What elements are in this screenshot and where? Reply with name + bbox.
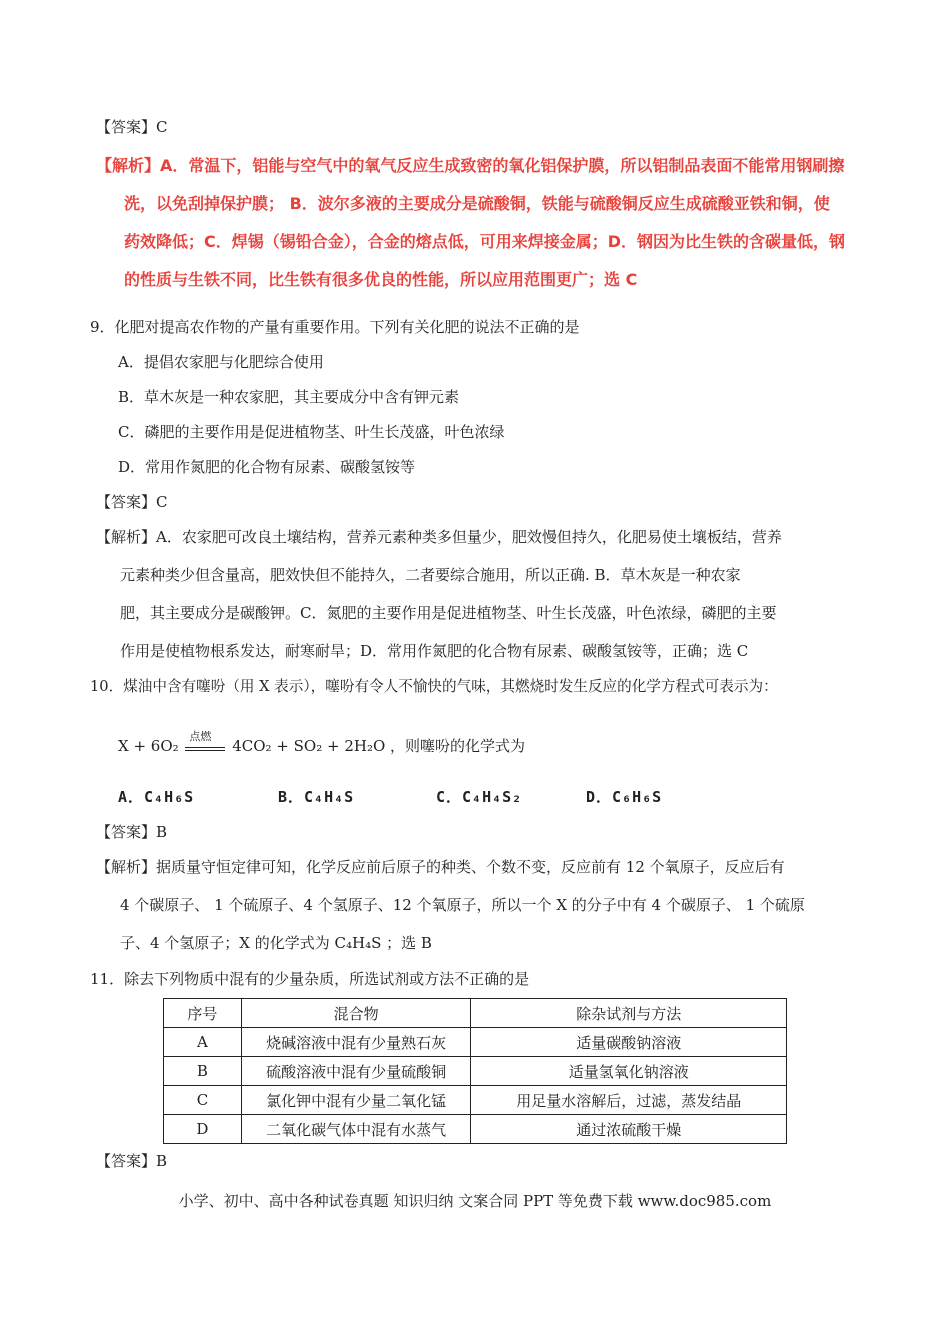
- condition-label: 点燃: [189, 730, 212, 743]
- q9-analysis-line: 作用是使植物根系发达，耐寒耐旱；D．常用作氮肥的化合物有尿素、碳酸氢铵等，正确；选 C: [120, 642, 749, 660]
- q10-analysis-line: 4 个碳原子、 1 个硫原子、4 个氢原子、12 个氧原子，所以一个 X 的分子中有 4 个碳原子、 1 个硫原: [120, 896, 805, 914]
- q9-option-c: C．磷肥的主要作用是促进植物茎、叶生长茂盛，叶色浓绿: [118, 423, 505, 441]
- table-cell: 二氧化碳气体中混有水蒸气: [241, 1115, 471, 1144]
- table-row: [164, 1028, 787, 1057]
- q8-analysis-line: 洗，以免刮掉保护膜； B．波尔多液的主要成分是硫酸铜，铁能与硫酸铜反应生成硫酸亚铁和铜，使: [124, 194, 830, 213]
- q9-option-a: A．提倡农家肥与化肥综合使用: [118, 353, 324, 371]
- table-row: [164, 1086, 787, 1115]
- q9-answer: 【答案】C: [96, 493, 168, 511]
- table-cell: 硫酸溶液中混有少量硫酸铜: [241, 1057, 471, 1086]
- q8-answer: 【答案】C: [96, 118, 168, 136]
- q9-option-b: B．草木灰是一种农家肥，其主要成分中含有钾元素: [118, 388, 460, 406]
- table-cell: C: [164, 1086, 242, 1115]
- chemical-equation: [118, 730, 525, 756]
- q8-analysis-line: 药效降低；C．焊锡（锡铅合金），合金的熔点低，可用来焊接金属；D．钢因为比生铁的含碳量低，钢: [124, 232, 846, 251]
- table-cell: D: [164, 1115, 242, 1144]
- table-row: [164, 1115, 787, 1144]
- table-row: [164, 1057, 787, 1086]
- q9-analysis-line: 肥，其主要成分是碳酸钾。C．氮肥的主要作用是促进植物茎、叶生长茂盛，叶色浓绿，磷肥的主要: [120, 604, 777, 622]
- table-cell: 适量氢氧化钠溶液: [471, 1057, 787, 1086]
- q10-question: 10．煤油中含有噻吩（用 X 表示），噻吩有令人不愉快的气味，其燃烧时发生反应的化学方程式可表示为：: [90, 678, 778, 695]
- equation-right: 4CO₂ + SO₂ + 2H₂O ，则噻吩的化学式为: [232, 737, 526, 755]
- q10-analysis-line: 【解析】据质量守恒定律可知，化学反应前后原子的种类、个数不变，反应前有 12 个氧原子，反应后有: [96, 858, 785, 876]
- table-header-row: [164, 999, 787, 1028]
- header-cell: 序号: [164, 999, 242, 1028]
- table-cell: 氯化钾中混有少量二氧化锰: [241, 1086, 471, 1115]
- equation-left: X + 6O₂: [118, 737, 179, 755]
- table-cell: B: [164, 1057, 242, 1086]
- q8-analysis-line: 【解析】A．常温下，铝能与空气中的氧气反应生成致密的氧化铝保护膜，所以铝制品表面不能常用钢刷擦: [96, 156, 845, 175]
- q9-analysis-line: 元素种类少但含量高，肥效快但不能持久，二者要综合施用，所以正确. B．草木灰是一种农家: [120, 566, 741, 584]
- table-cell: A: [164, 1028, 242, 1057]
- q10-option-c: C．C₄H₄S₂: [436, 788, 523, 806]
- q9-analysis-line: 【解析】A．农家肥可改良土壤结构，营养元素种类多但量少，肥效慢但持久，化肥易使土壤板结，营养: [96, 528, 782, 546]
- table-cell: 通过浓硫酸干燥: [471, 1115, 787, 1144]
- q10-option-a: A．C₄H₆S: [118, 788, 195, 806]
- q10-option-b: B．C₄H₄S: [278, 788, 355, 806]
- reaction-condition: [185, 730, 225, 756]
- q10-answer: 【答案】B: [96, 823, 168, 841]
- q8-analysis-line: 的性质与生铁不同，比生铁有很多优良的性能，所以应用范围更广；选 C: [124, 270, 638, 289]
- header-cell: 除杂试剂与方法: [471, 999, 787, 1028]
- header-cell: 混合物: [241, 999, 471, 1028]
- table-cell: 用足量水溶解后，过滤，蒸发结晶: [471, 1086, 787, 1115]
- q10-analysis-line: 子、4 个氢原子；X 的化学式为 C₄H₄S ；选 B: [120, 934, 432, 952]
- table-cell: 烧碱溶液中混有少量熟石灰: [241, 1028, 471, 1057]
- q11-answer: 【答案】B: [96, 1152, 168, 1170]
- impurity-table: [163, 998, 787, 1144]
- q11-question: 11．除去下列物质中混有的少量杂质，所选试剂或方法不正确的是: [90, 970, 530, 988]
- q9-option-d: D．常用作氮肥的化合物有尿素、碳酸氢铵等: [118, 458, 416, 476]
- page-footer: 小学、初中、高中各种试卷真题 知识归纳 文案合同 PPT 等免费下载 www.doc985.com: [178, 1192, 772, 1210]
- table-cell: 适量碳酸钠溶液: [471, 1028, 787, 1057]
- q9-question: 9．化肥对提高农作物的产量有重要作用。下列有关化肥的说法不正确的是: [90, 318, 580, 336]
- q10-option-d: D．C₆H₆S: [586, 788, 663, 806]
